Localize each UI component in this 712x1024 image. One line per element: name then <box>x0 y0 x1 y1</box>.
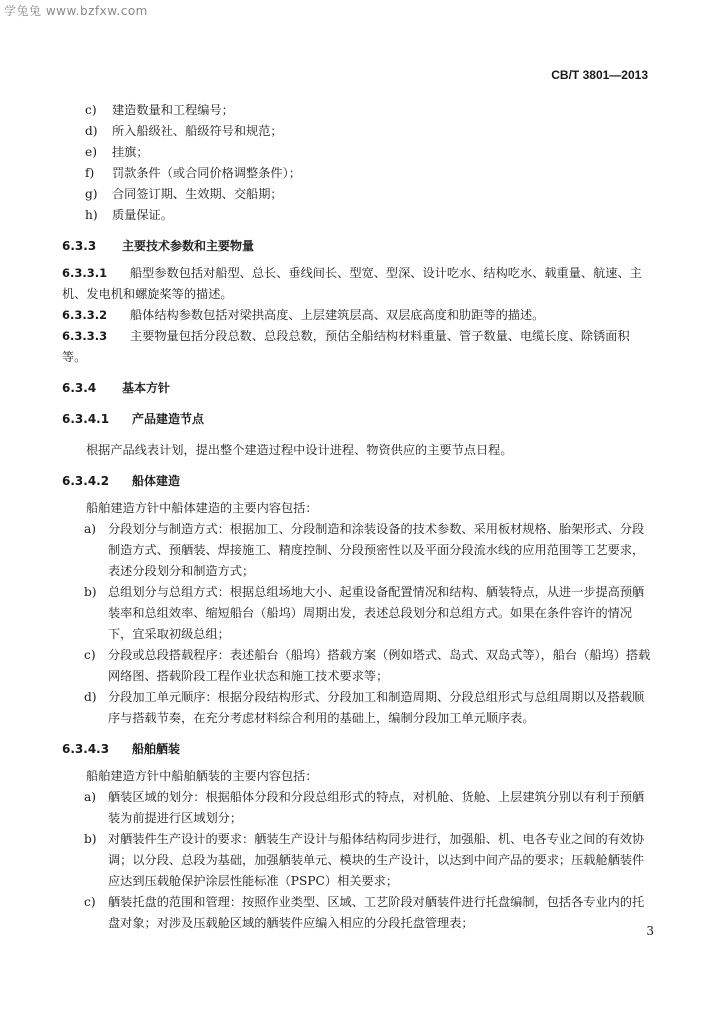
list-text: 分段加工单元顺序：根据分段结构形式、分段加工和制造周期、分段总组形式与总组周期以及搭载顺序与搭载节奏，在充分考虑材料综合利用的基础上，编制分段加工单元顺序表。 <box>108 690 645 725</box>
list-text: 罚款条件（或合同价格调整条件）； <box>112 166 301 180</box>
document-body <box>62 100 652 934</box>
section-title: 船舶舾装 <box>132 742 181 756</box>
section-number: 6.3.3 <box>62 239 97 253</box>
paragraph-intro: 船舶建造方针中船舶舾装的主要内容包括： <box>86 769 318 783</box>
list-label: g) <box>85 187 98 201</box>
section-number: 6.3.4.3 <box>62 742 110 756</box>
list-item <box>62 892 652 934</box>
list-label: c) <box>84 648 96 662</box>
clause-text: 船型参数包括对船型、总长、垂线间长、型宽、型深、设计吃水、结构吃水、载重量、航速、主机、发电机和螺旋桨等的描述。 <box>62 266 642 301</box>
section-number: 6.3.4.1 <box>62 412 110 426</box>
top-list <box>62 100 652 226</box>
paragraph-intro: 船舶建造方针中船体建造的主要内容包括： <box>86 501 318 515</box>
list-item <box>62 582 652 645</box>
watermark: 学兔兔 www.bzfxw.com <box>4 4 148 18</box>
list-item <box>62 184 652 205</box>
clause-number: 6.3.3.2 <box>62 308 108 322</box>
list-label: d) <box>84 690 97 704</box>
list-label: c) <box>85 103 97 117</box>
paragraph-6-3-3-2 <box>62 305 652 326</box>
section-title: 基本方针 <box>122 381 171 395</box>
section-heading-6-3-4-2 <box>62 471 652 492</box>
list-text: 分段或总段搭载程序：表述船台（船坞）搭载方案（例如塔式、岛式、双岛式等），船台（船坞）搭载网络图、搭载阶段工程作业状态和施工技术要求等； <box>108 648 651 683</box>
page-number: 3 <box>646 924 654 938</box>
section-title: 产品建造节点 <box>132 412 205 426</box>
list-item <box>62 687 652 729</box>
section-heading-6-3-3 <box>62 236 652 257</box>
section-number: 6.3.4.2 <box>62 474 110 488</box>
list-label: a) <box>84 522 97 536</box>
list-label: b) <box>84 832 97 846</box>
standard-code: CB/T 3801—2013 <box>551 68 648 82</box>
list-text: 舾装托盘的范围和管理：按照作业类型、区域、工艺阶段对舾装件进行托盘编制，包括各专业内的托盘对象；对涉及压载舱区域的舾装件应编入相应的分段托盘管理表； <box>108 895 645 930</box>
list-label: d) <box>85 124 98 138</box>
section-number: 6.3.4 <box>62 381 97 395</box>
list-text: 合同签订期、生效期、交船期； <box>112 187 283 201</box>
clause-number: 6.3.3.1 <box>62 266 108 280</box>
list-item <box>62 121 652 142</box>
list-item <box>62 519 652 582</box>
clause-number: 6.3.3.3 <box>62 329 108 343</box>
list-item <box>62 829 652 892</box>
list-item <box>62 163 652 184</box>
section-title: 船体建造 <box>132 474 181 488</box>
paragraph-text: 根据产品线表计划，提出整个建造过程中设计进程、物资供应的主要节点日程。 <box>86 443 513 457</box>
list-text: 所入船级社、船级符号和规范； <box>112 124 283 138</box>
section-heading-6-3-4-3 <box>62 739 652 760</box>
section-title: 主要技术参数和主要物量 <box>122 239 255 253</box>
list-label: f) <box>85 166 95 180</box>
list-text: 分段划分与制造方式：根据加工、分段制造和涂装设备的技术参数、采用板材规格、胎架形式、分段制造方式、预舾装、焊接施工、精度控制、分段预密性以及平面分段流水线的应用范围等工艺要求，表述分段划分和制造方式； <box>108 522 645 578</box>
list-label: c) <box>84 895 96 909</box>
list-text: 总组划分与总组方式：根据总组场地大小、起重设备配置情况和结构、舾装特点，从进一步提高预舾装率和总组效率、缩短船台（船坞）周期出发，表述总段划分和总组方式。如果在条件容许的情况下，宜采取初级总组； <box>108 585 645 641</box>
list-label: b) <box>84 585 97 599</box>
list-item <box>62 787 652 829</box>
list-item <box>62 645 652 687</box>
list-label: a) <box>84 790 97 804</box>
list-text: 挂旗； <box>112 145 149 159</box>
clause-text: 主要物量包括分段总数、总段总数，预估全船结构材料重量、管子数量、电缆长度、除锈面积等。 <box>62 329 630 364</box>
list-item <box>62 100 652 121</box>
list-item <box>62 205 652 226</box>
section-heading-6-3-4-1 <box>62 409 652 430</box>
list-label: e) <box>85 145 97 159</box>
clause-text: 船体结构参数包括对梁拱高度、上层建筑层高、双层底高度和肋距等的描述。 <box>130 308 545 322</box>
list-label: h) <box>85 208 98 222</box>
list-item <box>62 142 652 163</box>
list-text: 对舾装件生产设计的要求：舾装生产设计与船体结构同步进行，加强船、机、电各专业之间的有效协调；以分段、总段为基础，加强舾装单元、模块的生产设计，以达到中间产品的要求；压载舱舾装件应达到压载舱保护涂层性能标准（PSPC）相关要求； <box>108 832 645 888</box>
paragraph-6-3-3-1 <box>62 263 652 305</box>
list-text: 建造数量和工程编号； <box>112 103 234 117</box>
list-text: 质量保证。 <box>112 208 173 222</box>
paragraph-6-3-3-3 <box>62 326 652 368</box>
section-heading-6-3-4 <box>62 378 652 399</box>
list-text: 舾装区域的划分：根据船体分段和分段总组形式的特点，对机舱、货舱、上层建筑分别以有利于预舾装为前提进行区域划分； <box>108 790 645 825</box>
